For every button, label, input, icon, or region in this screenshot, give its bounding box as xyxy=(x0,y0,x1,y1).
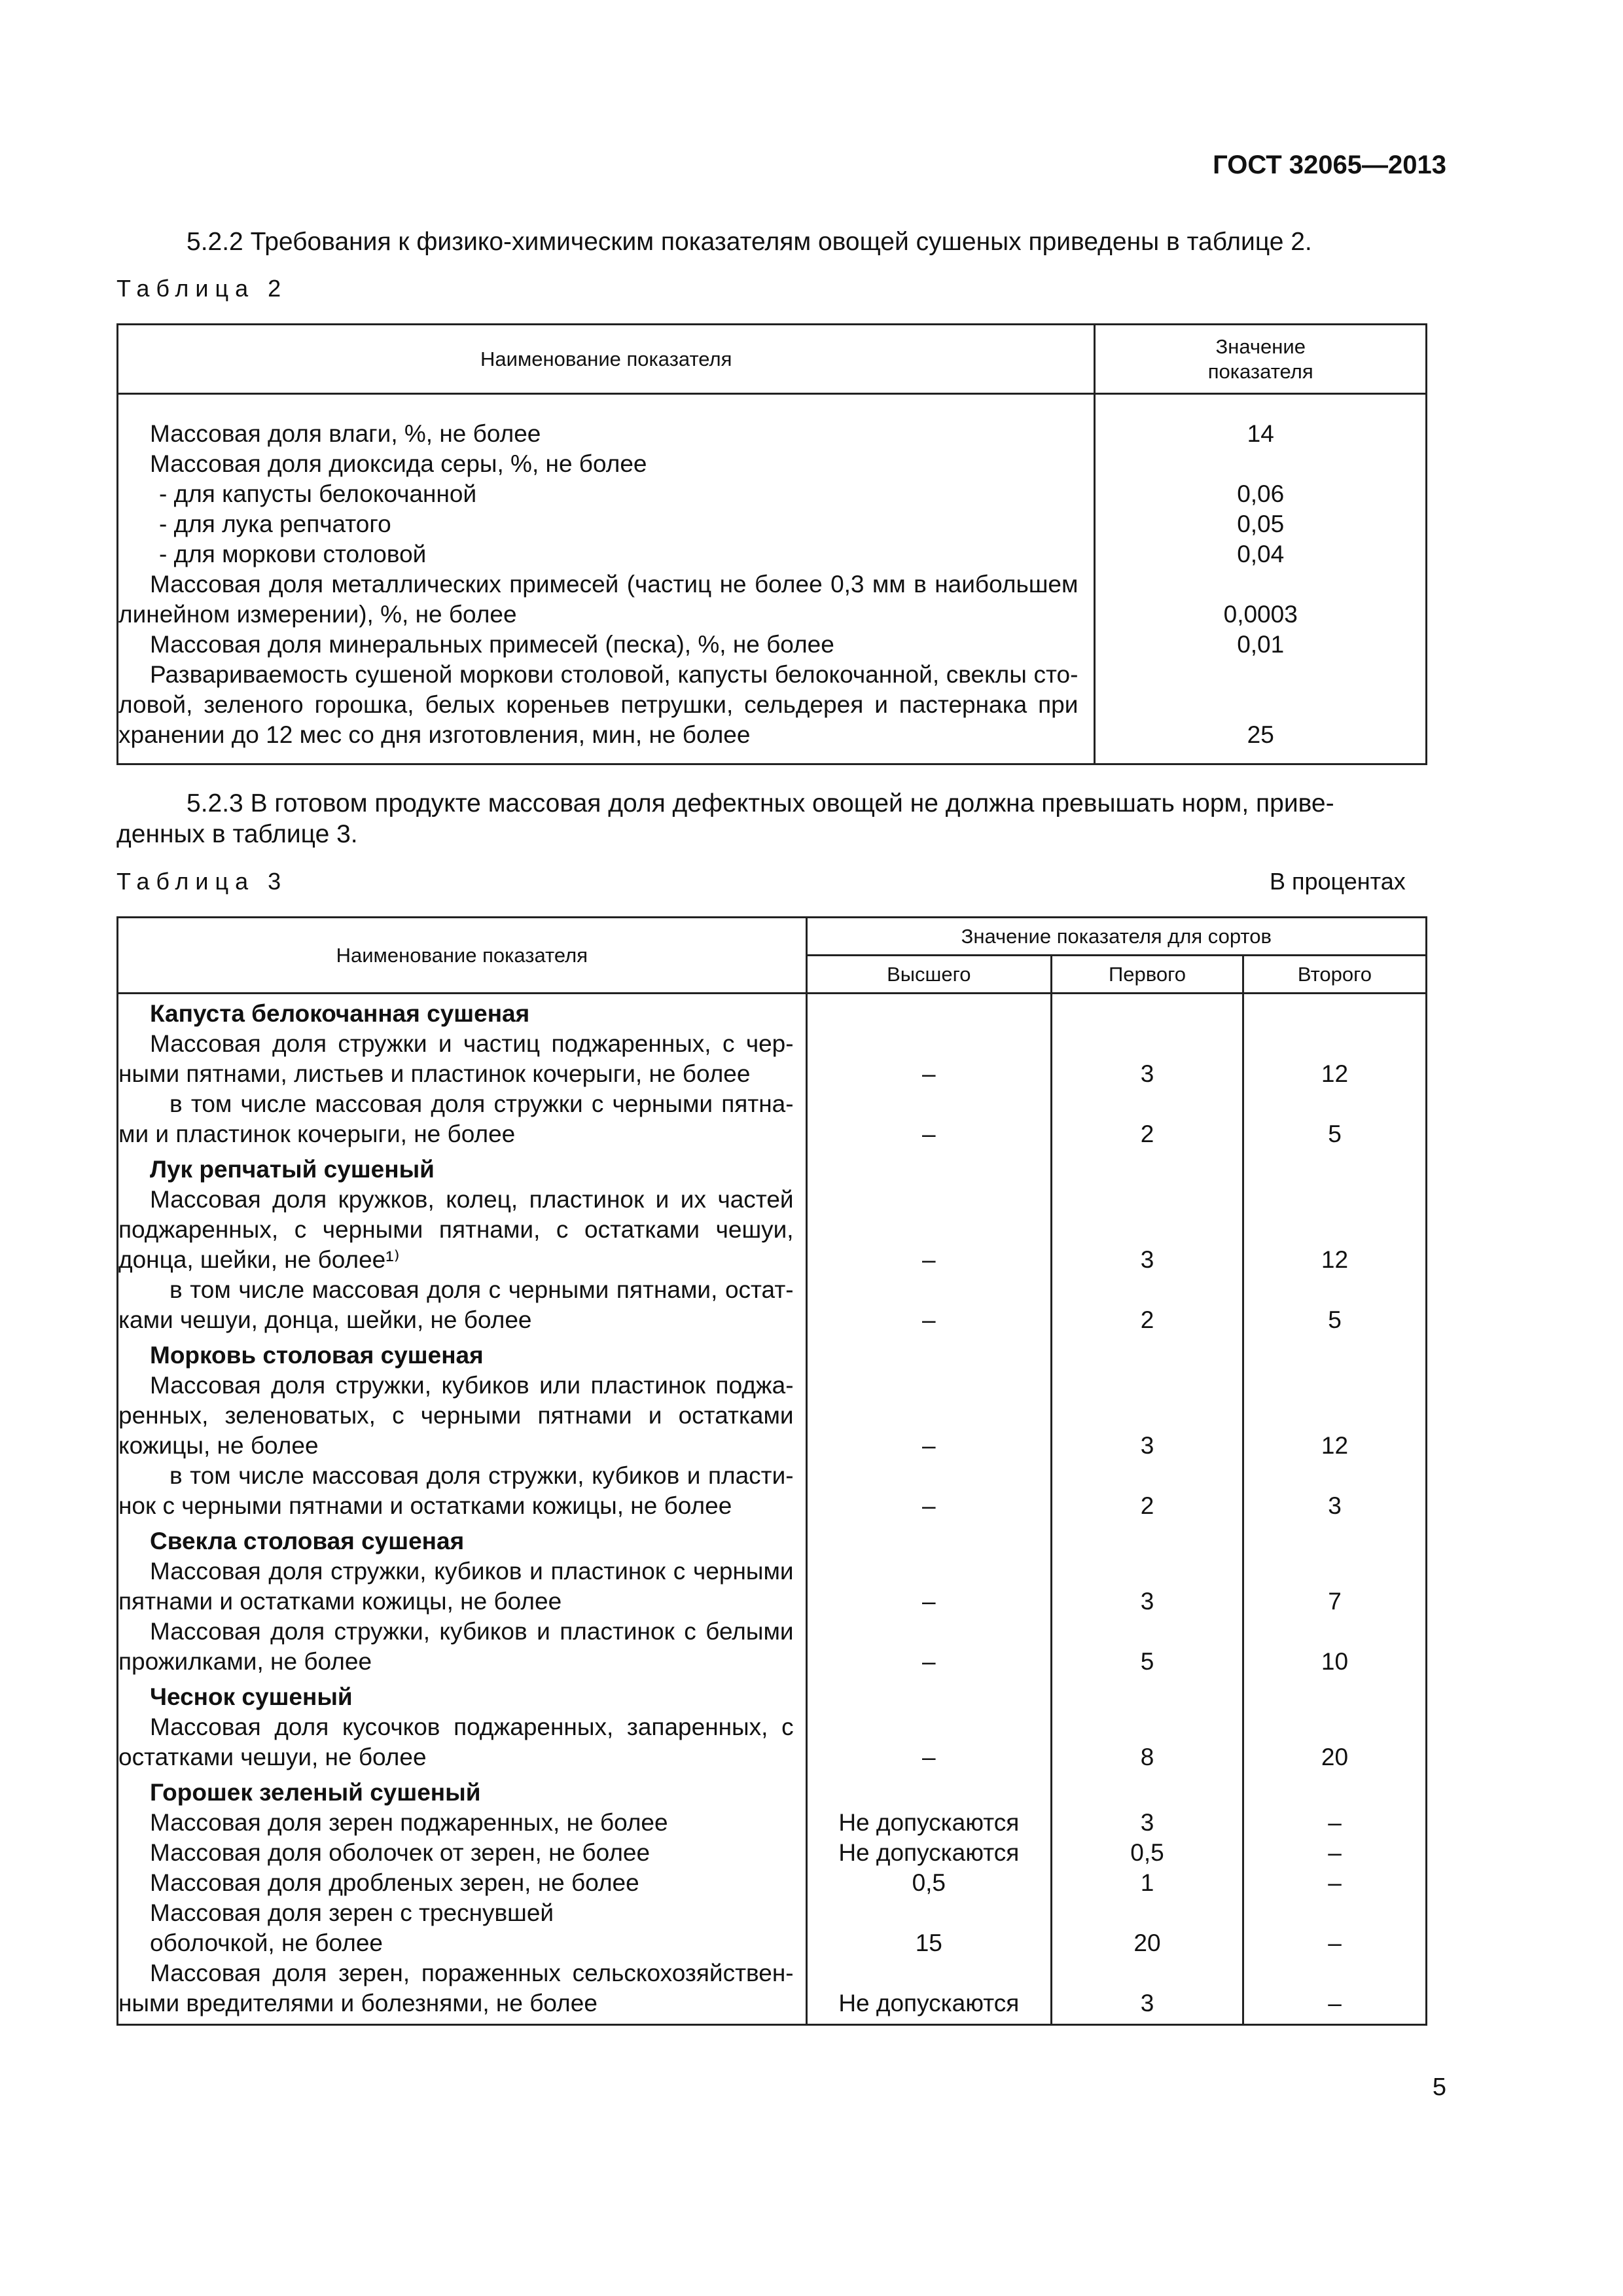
paragraph-5-2-3-line1: 5.2.3 В готовом продукте массовая доля дефектных овощей не должна превышать норм, приве- xyxy=(187,789,1334,817)
table-3-value-high: Не допускаются xyxy=(838,1809,1020,1836)
table-3-row-text: Массовая доля зерен, пораженных сельскохозяйствен- xyxy=(150,1960,794,1986)
table-3-value-second xyxy=(1244,1215,1425,1245)
paragraph-5-2-2: 5.2.2 Требования к физико-химическим показателям овощей сушеных приведены в таблице 2. xyxy=(187,228,1312,256)
table-2-row-name: Массовая доля влаги, %, не более xyxy=(150,420,541,447)
table-3-value-first xyxy=(1052,1089,1242,1119)
table-3-row-text: ми и пластинок кочерыги, не более xyxy=(118,1121,516,1147)
table-3-value-first: 1 xyxy=(1140,1869,1154,1896)
table-3-value-first: 8 xyxy=(1140,1744,1154,1770)
table-3-value-first: 2 xyxy=(1140,1306,1154,1333)
table-3-value-second: 3 xyxy=(1328,1492,1342,1519)
table-3-value-first xyxy=(1052,1712,1242,1742)
table-3-value-first xyxy=(1052,1556,1242,1587)
table-3-row-text: Массовая доля стружки, кубиков и пластинок с белыми xyxy=(150,1618,794,1645)
table-3-value-high xyxy=(808,1401,1050,1431)
table-3-value-first: 3 xyxy=(1140,1432,1154,1459)
table-2-row-name: Развариваемость сушеной моркови столовой, капусты белокочанной, свеклы сто- xyxy=(150,661,1079,688)
table-3-row-text: в том числе массовая доля с черными пятнами, остат- xyxy=(169,1276,794,1303)
table-3-category-title: Лук репчатый сушеный xyxy=(150,1156,435,1183)
table-3-group-row xyxy=(118,999,1427,1149)
table-3-value-high xyxy=(808,1617,1050,1647)
table-3-row-text: поджаренных, с черными пятнами, с остатками чешуи, xyxy=(118,1216,794,1243)
table-2-row-value: 25 xyxy=(1247,721,1274,748)
table-3-value-second xyxy=(1244,1371,1425,1401)
table-3-value-second xyxy=(1244,1401,1425,1431)
table-3-units: В процентах xyxy=(1270,868,1406,895)
table-3-value-high: – xyxy=(922,1648,936,1675)
table-3-value-high xyxy=(808,1215,1050,1245)
table-3-value-high: Не допускаются xyxy=(838,1990,1020,2017)
table-2-row-name: Массовая доля диоксида серы, %, не более xyxy=(150,450,647,477)
table-2-row-name: ловой, зеленого горошка, белых кореньев петрушки, сельдерея и пастернака при xyxy=(118,691,1079,718)
table-3-value-second xyxy=(1244,1275,1425,1305)
table-3-value-first xyxy=(1052,1275,1242,1305)
table-3-value-high xyxy=(808,1461,1050,1491)
table-3-group-row xyxy=(118,1677,1427,1772)
table-3-value-second xyxy=(1244,1898,1425,1928)
table-3-value-second xyxy=(1244,1712,1425,1742)
table-3-group-row xyxy=(118,1772,1427,2025)
table-2 xyxy=(116,323,1427,765)
table-3-value-first: 0,5 xyxy=(1130,1839,1164,1866)
table-2-row-name: Массовая доля металлических примесей (частиц не более 0,3 мм в наибольшем xyxy=(150,571,1079,598)
table-2-header-name: Наименование показателя xyxy=(118,325,1095,394)
table-3-value-first: 5 xyxy=(1140,1648,1154,1675)
table-3-row-text: в том числе массовая доля стружки с черными пятна- xyxy=(169,1090,794,1117)
table-3-value-high xyxy=(808,1556,1050,1587)
table-3-value-high: – xyxy=(922,1432,936,1459)
table-3-value-high xyxy=(808,1275,1050,1305)
table-3-row-text: Массовая доля кусочков поджаренных, запаренных, с xyxy=(150,1713,794,1740)
table-3-group-row xyxy=(118,1149,1427,1335)
table-3-value-high: – xyxy=(922,1060,936,1087)
table-2-row-value: 0,04 xyxy=(1237,541,1285,567)
table-3-value-first xyxy=(1052,1958,1242,1988)
table-3-row-text: Массовая доля стружки и частиц поджаренных, с чер- xyxy=(150,1030,794,1057)
table-3-value-second: 12 xyxy=(1321,1246,1349,1273)
table-3-value-second xyxy=(1244,1556,1425,1587)
table-3-value-high xyxy=(808,1029,1050,1059)
table-3-value-high xyxy=(808,1898,1050,1928)
table-3-row-text: Массовая доля оболочек от зерен, не более xyxy=(150,1839,651,1866)
table-3-value-high: Не допускаются xyxy=(838,1839,1020,1866)
table-3-row-text: прожилками, не более xyxy=(118,1648,372,1675)
table-3-value-high: – xyxy=(922,1121,936,1147)
table-3-value-second: 12 xyxy=(1321,1432,1349,1459)
table-3-value-second: – xyxy=(1328,1990,1342,2017)
table-2-row-value: 14 xyxy=(1247,420,1274,447)
table-3-value-first: 3 xyxy=(1140,1060,1154,1087)
table-3-value-first: 3 xyxy=(1140,1246,1154,1273)
table-3-value-second: 12 xyxy=(1321,1060,1349,1087)
table-3-value-high: – xyxy=(922,1744,936,1770)
table-3-value-first xyxy=(1052,1029,1242,1059)
table-2-row-name: - для капусты белокочанной xyxy=(159,480,477,507)
table-3-category-title: Чеснок сушеный xyxy=(150,1683,353,1710)
table-3-value-first xyxy=(1052,1371,1242,1401)
table-3-value-second: 5 xyxy=(1328,1121,1342,1147)
table-3-row-text: в том числе массовая доля стружки, кубиков и пласти- xyxy=(169,1462,794,1489)
table-2-row-value: 0,05 xyxy=(1237,511,1285,537)
table-3-value-second: – xyxy=(1328,1869,1342,1896)
table-3-row-text: Массовая доля кружков, колец, пластинок и их частей xyxy=(150,1186,794,1213)
table-3-value-high xyxy=(808,1712,1050,1742)
table-3-row-text: Массовая доля дробленых зерен, не более xyxy=(150,1869,639,1896)
table-3-value-second xyxy=(1244,1029,1425,1059)
table-2-row-value xyxy=(1096,569,1425,600)
table-3-value-second: 5 xyxy=(1328,1306,1342,1333)
table-3-caption: Таблица 3 xyxy=(116,868,288,895)
table-3-header-name: Наименование показателя xyxy=(118,918,807,994)
table-3-row-text: ными вредителями и болезнями, не более xyxy=(118,1990,597,2017)
table-3-value-first: 2 xyxy=(1140,1121,1154,1147)
table-3-header-second: Второго xyxy=(1243,956,1426,994)
table-3 xyxy=(116,916,1427,2026)
table-3-row-text: оболочкой, не более xyxy=(150,1929,383,1956)
table-3-row-text: ными пятнами, листьев и пластинок кочерыги, не более xyxy=(118,1060,751,1087)
table-3-value-second xyxy=(1244,1617,1425,1647)
table-3-value-second: – xyxy=(1328,1809,1342,1836)
table-3-value-second: 7 xyxy=(1328,1588,1342,1615)
table-3-value-second xyxy=(1244,1185,1425,1215)
table-2-caption: Таблица 2 xyxy=(116,275,288,302)
table-2-row-name: Массовая доля минеральных примесей (песка), %, не более xyxy=(150,631,834,658)
table-3-category-title: Горошек зеленый сушеный xyxy=(150,1779,481,1806)
table-3-value-first: 20 xyxy=(1133,1929,1161,1956)
table-3-header-group: Значение показателя для сортов xyxy=(806,918,1426,956)
table-3-value-first xyxy=(1052,1401,1242,1431)
table-3-value-second xyxy=(1244,1461,1425,1491)
table-3-value-second: 20 xyxy=(1321,1744,1349,1770)
table-3-value-high: – xyxy=(922,1588,936,1615)
table-3-value-first: 3 xyxy=(1140,1588,1154,1615)
table-3-row-text: Массовая доля зерен с треснувшей xyxy=(150,1899,554,1926)
table-3-value-high xyxy=(808,1371,1050,1401)
table-3-value-high: – xyxy=(922,1306,936,1333)
table-3-row-text: остатками чешуи, не более xyxy=(118,1744,427,1770)
table-3-category-title: Морковь столовая сушеная xyxy=(150,1342,484,1369)
table-3-value-high xyxy=(808,1958,1050,1988)
table-3-value-second xyxy=(1244,1958,1425,1988)
table-3-group-row xyxy=(118,1335,1427,1521)
table-3-row-text: пятнами и остатками кожицы, не более xyxy=(118,1588,562,1615)
table-3-row-text: ренных, зеленоватых, с черными пятнами и остатками xyxy=(118,1402,794,1429)
table-2-header-value-line1: Значение xyxy=(1215,334,1306,358)
table-2-row-name: линейном измерении), %, не более xyxy=(118,601,517,628)
table-3-value-first: 3 xyxy=(1140,1809,1154,1836)
table-3-value-high xyxy=(808,1089,1050,1119)
table-3-value-high xyxy=(808,1185,1050,1215)
standard-number: ГОСТ 32065—2013 xyxy=(1213,151,1446,179)
paragraph-5-2-3-line2: денных в таблице 3. xyxy=(116,820,358,848)
table-2-row-name: хранении до 12 мес со дня изготовления, мин, не более xyxy=(118,721,751,748)
table-3-value-first xyxy=(1052,1215,1242,1245)
table-3-row-text: нок с черными пятнами и остатками кожицы, не более xyxy=(118,1492,732,1519)
table-3-body xyxy=(118,994,1427,2025)
table-3-value-first xyxy=(1052,1898,1242,1928)
table-3-value-second: – xyxy=(1328,1839,1342,1866)
table-3-row-text: донца, шейки, не более¹⁾ xyxy=(118,1246,400,1273)
table-2-row-value xyxy=(1096,690,1425,720)
table-3-value-first: 2 xyxy=(1140,1492,1154,1519)
table-3-value-second xyxy=(1244,1089,1425,1119)
table-3-row-text: ками чешуи, донца, шейки, не более xyxy=(118,1306,532,1333)
table-2-row-value: 0,06 xyxy=(1237,480,1285,507)
table-3-value-first: 3 xyxy=(1140,1990,1154,2017)
table-2-row-value xyxy=(1096,449,1425,479)
table-2-row-value xyxy=(1096,660,1425,690)
table-2-row-value: 0,0003 xyxy=(1223,601,1298,628)
table-3-category-title: Капуста белокочанная сушеная xyxy=(150,1000,530,1027)
table-2-values xyxy=(1096,419,1425,750)
table-3-row-text: Массовая доля стружки, кубиков и пластинок с черными xyxy=(150,1558,794,1585)
table-3-value-second: 10 xyxy=(1321,1648,1349,1675)
table-2-header-value xyxy=(1095,325,1427,394)
table-2-row-name: - для моркови столовой xyxy=(159,541,427,567)
table-3-value-high: – xyxy=(922,1246,936,1273)
table-2-header-value-line2: показателя xyxy=(1207,359,1313,383)
table-2-row-name: - для лука репчатого xyxy=(159,511,391,537)
table-3-value-first xyxy=(1052,1617,1242,1647)
table-3-category-title: Свекла столовая сушеная xyxy=(150,1528,465,1554)
table-3-value-high: – xyxy=(922,1492,936,1519)
table-2-names xyxy=(118,419,1078,750)
table-3-row-text: Массовая доля зерен поджаренных, не более xyxy=(150,1809,668,1836)
table-3-value-second: – xyxy=(1328,1929,1342,1956)
table-3-group-row xyxy=(118,1521,1427,1677)
table-3-row-text: кожицы, не более xyxy=(118,1432,319,1459)
table-3-value-high: 15 xyxy=(915,1929,942,1956)
table-3-value-high: 0,5 xyxy=(912,1869,946,1896)
table-3-header-first: Первого xyxy=(1052,956,1243,994)
table-3-value-first xyxy=(1052,1185,1242,1215)
table-3-row-text: Массовая доля стружки, кубиков или пластинок поджа- xyxy=(150,1372,794,1399)
page-number: 5 xyxy=(1432,2073,1446,2101)
table-2-row-value: 0,01 xyxy=(1237,631,1285,658)
table-3-value-first xyxy=(1052,1461,1242,1491)
table-3-header-high: Высшего xyxy=(806,956,1051,994)
